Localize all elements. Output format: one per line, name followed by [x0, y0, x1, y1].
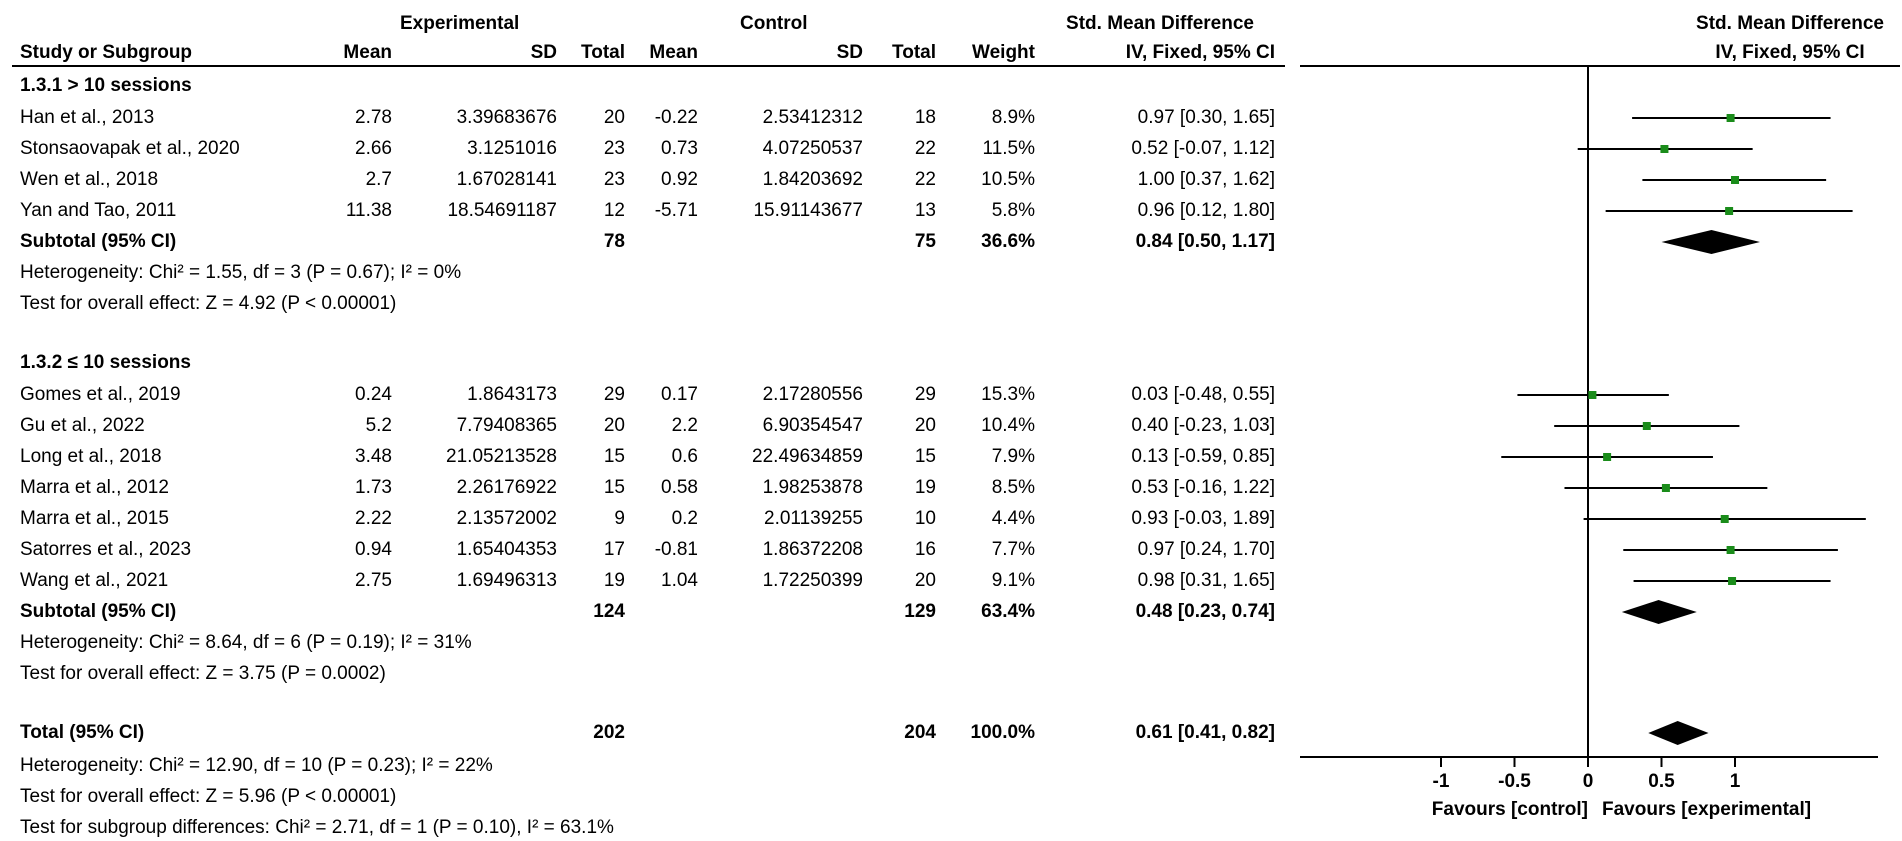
study-point	[1643, 422, 1651, 430]
study-weight: 11.5%	[982, 138, 1035, 159]
study-point	[1588, 391, 1596, 399]
study-point	[1727, 114, 1735, 122]
study-e_sd: 1.8643173	[467, 384, 557, 405]
total-weight: 100.0%	[970, 722, 1035, 743]
study-name: Marra et al., 2015	[20, 508, 169, 529]
subtotal-1-e-n: 78	[603, 231, 625, 252]
study-point	[1728, 577, 1736, 585]
study-ci: 0.52 [-0.07, 1.12]	[1131, 138, 1275, 159]
pooled-diamond	[1622, 600, 1697, 624]
study-c_mean: -5.71	[654, 200, 698, 221]
study-c_n: 16	[914, 539, 936, 560]
study-e_sd: 21.05213528	[446, 446, 557, 467]
group-title: 1.3.2 ≤ 10 sessions	[20, 352, 191, 373]
column-header-weight: Weight	[972, 42, 1035, 63]
subtotal-2-label: Subtotal (95% CI)	[20, 601, 177, 622]
subtotal-2-e-n: 124	[593, 601, 625, 622]
column-header-e_n: Total	[581, 42, 625, 63]
study-e_n: 19	[603, 570, 625, 591]
study-ci: 0.98 [0.31, 1.65]	[1137, 570, 1275, 591]
column-header-c_mean: Mean	[649, 42, 698, 63]
study-name: Wang et al., 2021	[20, 570, 169, 591]
study-ci: 0.53 [-0.16, 1.22]	[1131, 477, 1275, 498]
study-e_n: 29	[603, 384, 625, 405]
study-point	[1721, 515, 1729, 523]
study-e_mean: 0.24	[355, 384, 392, 405]
study-name: Wen et al., 2018	[20, 169, 159, 190]
x-tick-label: -0.5	[1498, 771, 1531, 792]
column-header-ci: IV, Fixed, 95% CI	[1125, 42, 1275, 63]
study-e_n: 15	[603, 477, 625, 498]
total-heterogeneity-text: Heterogeneity: Chi² = 12.90, df = 10 (P = 0.23); I² = 22%	[20, 755, 493, 776]
header-control: Control	[740, 13, 808, 34]
study-e_n: 9	[614, 508, 625, 529]
total-ci: 0.61 [0.41, 0.82]	[1135, 722, 1275, 743]
study-c_n: 18	[914, 107, 936, 128]
heterogeneity-text: Heterogeneity: Chi² = 8.64, df = 6 (P = 0.19); I² = 31%	[20, 632, 472, 653]
study-weight: 9.1%	[991, 570, 1035, 591]
study-e_n: 17	[603, 539, 625, 560]
study-name: Gu et al., 2022	[20, 415, 145, 436]
study-c_mean: 0.6	[671, 446, 698, 467]
study-c_sd: 2.01139255	[764, 508, 863, 529]
study-name: Gomes et al., 2019	[20, 384, 181, 405]
study-e_mean: 2.22	[355, 508, 392, 529]
study-e_sd: 7.79408365	[456, 415, 557, 436]
study-ci: 1.00 [0.37, 1.62]	[1137, 169, 1275, 190]
study-c_sd: 15.91143677	[753, 200, 863, 221]
study-weight: 8.5%	[991, 477, 1035, 498]
study-name: Han et al., 2013	[20, 107, 155, 128]
study-c_mean: 0.17	[661, 384, 698, 405]
study-c_sd: 2.53412312	[762, 107, 863, 128]
total-label: Total (95% CI)	[20, 722, 145, 743]
x-tick-label: 0	[1582, 771, 1594, 792]
study-e_n: 20	[603, 415, 625, 436]
study-c_mean: 0.73	[661, 138, 698, 159]
subtotal-1-label: Subtotal (95% CI)	[20, 231, 177, 252]
study-e_mean: 1.73	[355, 477, 392, 498]
study-e_sd: 1.65404353	[456, 539, 557, 560]
study-e_sd: 2.13572002	[456, 508, 557, 529]
study-e_sd: 1.69496313	[456, 570, 557, 591]
study-name: Stonsaovapak et al., 2020	[20, 138, 240, 159]
group-title: 1.3.1 > 10 sessions	[20, 75, 192, 96]
column-header-e_mean: Mean	[343, 42, 392, 63]
favours-control-label: Favours [control]	[1431, 799, 1588, 820]
study-weight: 5.8%	[991, 200, 1035, 221]
study-c_mean: 0.58	[661, 477, 698, 498]
study-ci: 0.97 [0.24, 1.70]	[1137, 539, 1275, 560]
study-c_sd: 2.17280556	[762, 384, 863, 405]
study-c_n: 29	[914, 384, 936, 405]
subtotal-2-c-n: 129	[904, 601, 936, 622]
study-e_mean: 0.94	[355, 539, 392, 560]
study-c_n: 22	[914, 169, 936, 190]
study-weight: 7.7%	[991, 539, 1035, 560]
study-ci: 0.97 [0.30, 1.65]	[1137, 107, 1275, 128]
study-e_mean: 3.48	[355, 446, 392, 467]
study-c_sd: 6.90354547	[762, 415, 863, 436]
study-e_mean: 2.75	[355, 570, 392, 591]
study-c_sd: 1.98253878	[762, 477, 863, 498]
total-overall-effect-text: Test for overall effect: Z = 5.96 (P < 0.00001)	[20, 786, 397, 807]
study-name: Yan and Tao, 2011	[20, 200, 177, 221]
pooled-diamond	[1648, 721, 1708, 745]
study-e_n: 20	[603, 107, 625, 128]
study-e_n: 15	[603, 446, 625, 467]
study-e_mean: 2.78	[355, 107, 392, 128]
study-c_sd: 1.86372208	[762, 539, 863, 560]
study-ci: 0.96 [0.12, 1.80]	[1137, 200, 1275, 221]
study-point	[1725, 207, 1733, 215]
subgroup-difference-text: Test for subgroup differences: Chi² = 2.71, df = 1 (P = 0.10), I² = 63.1%	[20, 817, 614, 838]
x-tick-label: 1	[1729, 771, 1741, 792]
study-weight: 10.4%	[981, 415, 1035, 436]
study-e_n: 12	[603, 200, 625, 221]
subtotal-1-weight: 36.6%	[981, 231, 1035, 252]
study-c_sd: 1.72250399	[762, 570, 863, 591]
study-e_mean: 11.38	[345, 200, 392, 221]
study-e_sd: 3.1251016	[467, 138, 557, 159]
study-c_n: 10	[914, 508, 936, 529]
header-experimental: Experimental	[400, 13, 520, 34]
study-e_sd: 18.54691187	[447, 200, 557, 221]
study-ci: 0.40 [-0.23, 1.03]	[1131, 415, 1275, 436]
study-c_sd: 22.49634859	[752, 446, 863, 467]
header-smd-plot: Std. Mean Difference	[1696, 13, 1884, 34]
study-c_sd: 4.07250537	[762, 138, 863, 159]
subtotal-2-weight: 63.4%	[981, 601, 1035, 622]
pooled-diamond	[1662, 230, 1760, 254]
study-weight: 4.4%	[991, 508, 1035, 529]
study-c_n: 20	[914, 415, 936, 436]
study-e_mean: 5.2	[365, 415, 392, 436]
study-c_mean: 0.92	[661, 169, 698, 190]
favours-experimental-label: Favours [experimental]	[1602, 799, 1812, 820]
overall-effect-text: Test for overall effect: Z = 4.92 (P < 0.00001)	[20, 293, 397, 314]
column-header-c_n: Total	[892, 42, 936, 63]
column-header-e_sd: SD	[530, 42, 557, 63]
study-c_n: 22	[914, 138, 936, 159]
study-ci: 0.13 [-0.59, 0.85]	[1131, 446, 1275, 467]
overall-effect-text: Test for overall effect: Z = 3.75 (P = 0.0002)	[20, 663, 386, 684]
study-c_mean: 0.2	[671, 508, 698, 529]
header-smd-table: Std. Mean Difference	[1066, 13, 1254, 34]
study-e_sd: 2.26176922	[456, 477, 557, 498]
column-header-plot-method: IV, Fixed, 95% CI	[1715, 42, 1865, 63]
study-point	[1731, 176, 1739, 184]
x-tick-label: 0.5	[1648, 771, 1675, 792]
study-point	[1603, 453, 1611, 461]
study-c_n: 19	[914, 477, 936, 498]
study-weight: 8.9%	[991, 107, 1035, 128]
study-point	[1660, 145, 1668, 153]
study-c_n: 13	[914, 200, 936, 221]
study-name: Marra et al., 2012	[20, 477, 169, 498]
column-header-name: Study or Subgroup	[20, 42, 193, 63]
study-ci: 0.03 [-0.48, 0.55]	[1131, 384, 1275, 405]
study-c_mean: -0.22	[654, 107, 698, 128]
study-weight: 15.3%	[981, 384, 1035, 405]
heterogeneity-text: Heterogeneity: Chi² = 1.55, df = 3 (P = 0.67); I² = 0%	[20, 262, 462, 283]
total-e-n: 202	[593, 722, 625, 743]
study-e_mean: 2.66	[355, 138, 392, 159]
subtotal-1-ci: 0.84 [0.50, 1.17]	[1135, 231, 1275, 252]
study-c_mean: 2.2	[671, 415, 698, 436]
study-c_mean: 1.04	[661, 570, 698, 591]
study-e_n: 23	[603, 169, 625, 190]
study-c_sd: 1.84203692	[762, 169, 863, 190]
x-tick-label: -1	[1432, 771, 1450, 792]
study-name: Long et al., 2018	[20, 446, 162, 467]
study-c_mean: -0.81	[654, 539, 698, 560]
study-e_sd: 3.39683676	[456, 107, 557, 128]
subtotal-2-ci: 0.48 [0.23, 0.74]	[1135, 601, 1275, 622]
column-header-c_sd: SD	[836, 42, 863, 63]
study-point	[1727, 546, 1735, 554]
study-c_n: 20	[914, 570, 936, 591]
subtotal-1-c-n: 75	[914, 231, 936, 252]
study-c_n: 15	[914, 446, 936, 467]
study-e_mean: 2.7	[365, 169, 392, 190]
study-name: Satorres et al., 2023	[20, 539, 192, 560]
total-c-n: 204	[904, 722, 936, 743]
study-point	[1662, 484, 1670, 492]
study-e_sd: 1.67028141	[456, 169, 557, 190]
study-e_n: 23	[603, 138, 625, 159]
study-weight: 7.9%	[991, 446, 1035, 467]
study-ci: 0.93 [-0.03, 1.89]	[1131, 508, 1275, 529]
study-weight: 10.5%	[981, 169, 1035, 190]
